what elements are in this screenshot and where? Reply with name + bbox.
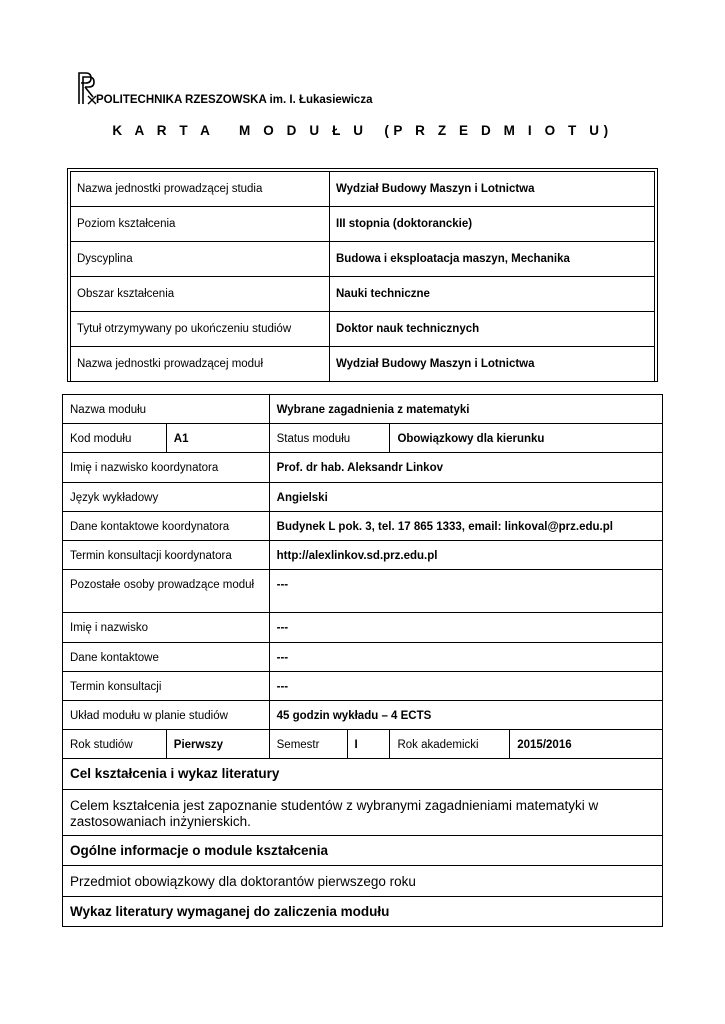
table-row <box>63 453 663 483</box>
table-row <box>63 759 663 790</box>
table-row <box>71 277 655 312</box>
table-row <box>63 395 663 424</box>
module-table <box>62 394 663 927</box>
study-plan-value: 45 godzin wykładu – 4 ECTS <box>269 701 662 730</box>
goal-text: Celem kształcenia jest zapoznanie studentów z wybranymi zagadnieniami matematyki w zastosowaniach inżynierskich. <box>63 790 663 836</box>
contact-value: Budynek L pok. 3, tel. 17 865 1333, email: linkoval@prz.edu.pl <box>269 512 662 541</box>
table-row <box>63 730 663 759</box>
table-row <box>71 207 655 242</box>
staff-contact-label: Dane kontaktowe <box>63 643 270 672</box>
document-title: K A R T A M O D U Ł U (P R Z E D M I O T U) <box>112 123 613 138</box>
academic-year-value: 2015/2016 <box>510 730 663 759</box>
row-value: Wydział Budowy Maszyn i Lotnictwa <box>330 172 655 207</box>
row-value: Budowa i eksploatacja maszyn, Mechanika <box>330 242 655 277</box>
table-row <box>63 512 663 541</box>
semester-value: I <box>347 730 390 759</box>
general-info-text: Przedmiot obowiązkowy dla doktorantów pierwszego roku <box>63 866 663 897</box>
table-row <box>63 643 663 672</box>
table-row <box>63 424 663 453</box>
row-label: Nazwa jednostki prowadzącej moduł <box>71 347 330 382</box>
general-info-heading: Ogólne informacje o module kształcenia <box>63 836 663 866</box>
row-label: Nazwa jednostki prowadzącej studia <box>71 172 330 207</box>
row-label: Poziom kształcenia <box>71 207 330 242</box>
table-row <box>63 541 663 570</box>
study-plan-label: Układ modułu w planie studiów <box>63 701 270 730</box>
language-label: Język wykładowy <box>63 483 270 512</box>
row-value: Doktor nauk technicznych <box>330 312 655 347</box>
staff-name-label: Imię i nazwisko <box>63 613 270 643</box>
table-row <box>63 897 663 927</box>
coordinator-label: Imię i nazwisko koordynatora <box>63 453 270 483</box>
table-row <box>63 701 663 730</box>
literature-heading: Wykaz literatury wymaganej do zaliczenia modułu <box>63 897 663 927</box>
module-code-label: Kod modułu <box>63 424 167 453</box>
general-info-frame <box>67 168 658 382</box>
row-value: Wydział Budowy Maszyn i Lotnictwa <box>330 347 655 382</box>
goal-heading: Cel kształcenia i wykaz literatury <box>63 759 663 790</box>
consultation-value: http://alexlinkov.sd.prz.edu.pl <box>269 541 662 570</box>
staff-name-value: --- <box>269 613 662 643</box>
general-info-table <box>70 171 655 382</box>
table-row <box>63 836 663 866</box>
table-row <box>63 866 663 897</box>
staff-contact-value: --- <box>269 643 662 672</box>
academic-year-label: Rok akademicki <box>390 730 510 759</box>
module-status-label: Status modułu <box>269 424 390 453</box>
row-label: Dyscyplina <box>71 242 330 277</box>
staff-consultation-label: Termin konsultacji <box>63 672 270 701</box>
other-staff-label: Pozostałe osoby prowadzące moduł <box>63 570 270 613</box>
row-label: Tytuł otrzymywany po ukończeniu studiów <box>71 312 330 347</box>
table-row <box>71 312 655 347</box>
table-row <box>63 570 663 613</box>
language-value: Angielski <box>269 483 662 512</box>
row-value: Nauki techniczne <box>330 277 655 312</box>
module-code-value: A1 <box>166 424 269 453</box>
year-label: Rok studiów <box>63 730 167 759</box>
table-row <box>63 790 663 836</box>
module-name-label: Nazwa modułu <box>63 395 270 424</box>
contact-label: Dane kontaktowe koordynatora <box>63 512 270 541</box>
table-row <box>71 347 655 382</box>
row-value: III stopnia (doktoranckie) <box>330 207 655 242</box>
row-label: Obszar kształcenia <box>71 277 330 312</box>
table-row <box>63 672 663 701</box>
prz-logo-icon <box>76 70 98 106</box>
module-status-value: Obowiązkowy dla kierunku <box>390 424 663 453</box>
year-value: Pierwszy <box>166 730 269 759</box>
table-row <box>63 613 663 643</box>
other-staff-value: --- <box>269 570 662 613</box>
module-name-value: Wybrane zagadnienia z matematyki <box>269 395 662 424</box>
staff-consultation-value: --- <box>269 672 662 701</box>
consultation-label: Termin konsultacji koordynatora <box>63 541 270 570</box>
coordinator-value: Prof. dr hab. Aleksandr Linkov <box>269 453 662 483</box>
table-row <box>63 483 663 512</box>
university-name: POLITECHNIKA RZESZOWSKA im. I. Łukasiewicza <box>96 94 373 106</box>
table-row <box>71 172 655 207</box>
table-row <box>71 242 655 277</box>
semester-label: Semestr <box>269 730 347 759</box>
